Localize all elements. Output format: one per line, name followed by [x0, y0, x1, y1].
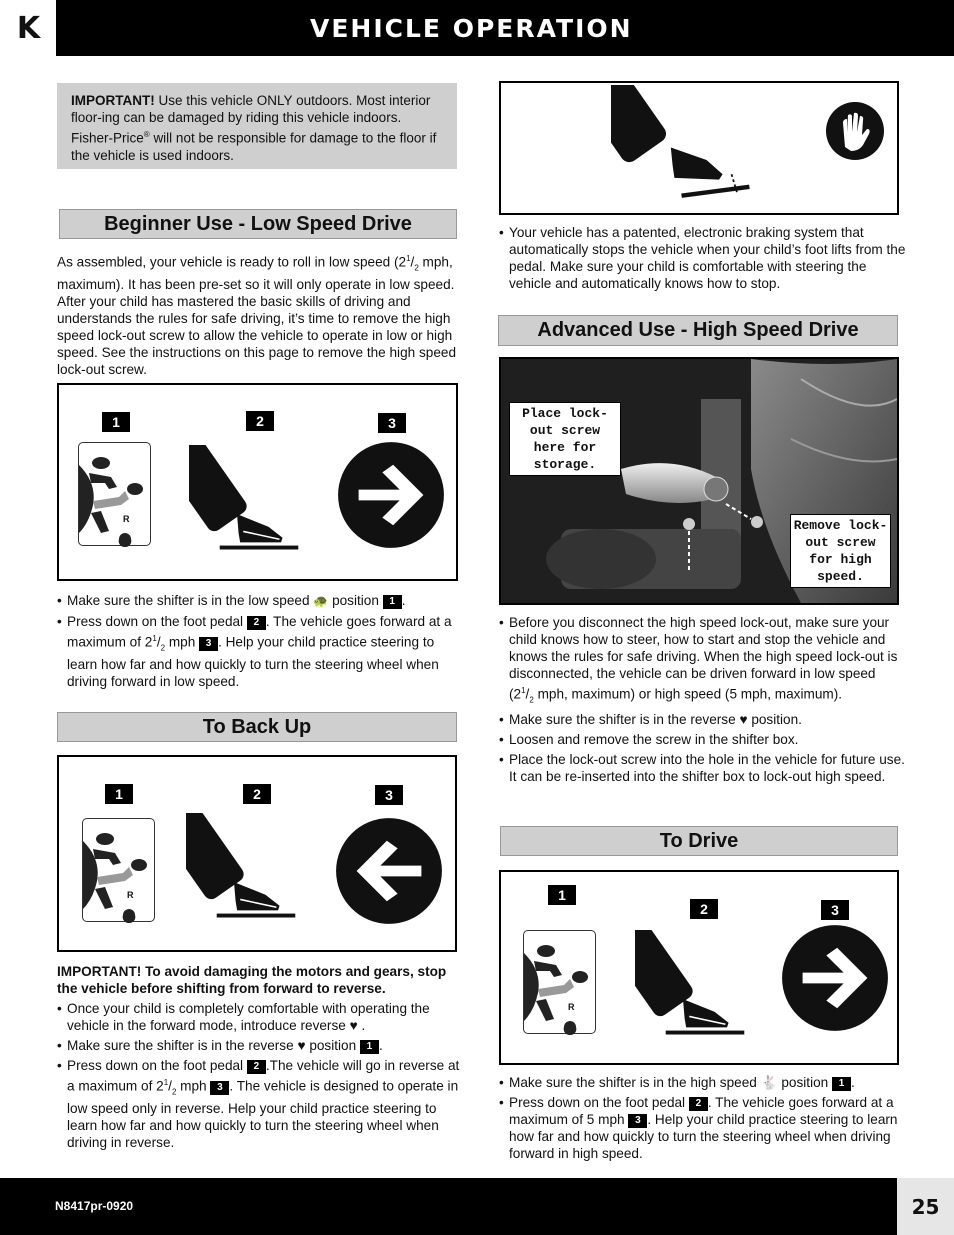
step-number: 2: [690, 899, 718, 919]
fraction-top: 1: [406, 254, 411, 263]
foot-pedal-icon: [189, 445, 329, 555]
forward-arrow-icon: [781, 924, 889, 1032]
shifter-photo: [499, 357, 899, 605]
reverse-icon: ♥: [739, 712, 748, 728]
beginner-illustration: [57, 383, 458, 581]
list-item: • Press down on the foot pedal 2 . The vehicle goes forward at a maximum of 5 mph 3 . Help your child practice steering to learn how far and how quickly to turn the steering wheel when driving forward in high speed.: [499, 1094, 907, 1162]
list-item: • Press down on the foot pedal 2 . The vehicle goes forward at a maximum of $2^1/_2$ mph 3 . Help your child practice steering to learn how far and how quickly to turn the steering wheel when driving forward in low speed.: [57, 613, 467, 690]
reverse-label: R: [123, 514, 130, 524]
backup-instructions: [57, 963, 469, 1154]
important-text-2: will not be responsible for damage to the floor if the vehicle is used indoors.: [71, 130, 437, 163]
foot-pedal-icon: [635, 930, 775, 1040]
rabbit-icon: 🐇: [760, 1075, 778, 1090]
step-number: 1: [548, 885, 576, 905]
list-item: • Make sure the shifter is in the reverse ♥ position.: [499, 711, 907, 728]
advanced-heading: Advanced Use - High Speed Drive: [498, 315, 898, 346]
fraction-bottom: 2: [414, 263, 419, 273]
beginner-heading: Beginner Use - Low Speed Drive: [59, 209, 457, 239]
step-badge: 2: [247, 616, 266, 630]
list-item: • Before you disconnect the high speed lock-out, make sure your child knows how to steer, how to start and stop the vehicle and knows the rules for safe driving. When the high speed lock-out is disconnected, the vehicle can be driven forward in low speed ($2^1/_2$ mph, maximum) or high speed (5 mph, maximum).: [499, 614, 907, 708]
list-item: • Make sure the shifter is in the reverse ♥ position 1 .: [57, 1037, 469, 1054]
step-number: 2: [246, 411, 274, 431]
reverse-label: R: [568, 1002, 575, 1012]
important-notice: [57, 83, 457, 169]
list-item: • Loosen and remove the screw in the shifter box.: [499, 731, 907, 748]
beginner-instructions: [57, 592, 467, 693]
step-badge: 1: [832, 1077, 851, 1091]
document-code: N8417pr-0920: [55, 1199, 134, 1213]
list-item: • Once your child is completely comfortable with operating the vehicle in the forward mode, introduce reverse ♥ .: [57, 1000, 469, 1034]
step-badge: 1: [360, 1040, 379, 1054]
shifter-icon: [78, 442, 151, 546]
step-badge: 1: [383, 595, 402, 609]
turtle-icon: 🐢: [313, 594, 329, 608]
backup-illustration: [57, 755, 457, 952]
foot-pedal-icon: [186, 813, 326, 923]
step-badge: 3: [628, 1114, 647, 1128]
step-number: 1: [105, 784, 133, 804]
step-number: 2: [243, 784, 271, 804]
reverse-arrow-icon: [335, 817, 443, 925]
section-letter: K: [0, 0, 56, 56]
intro-text-2: mph, maximum). It has been pre-set so it will only operate in low speed. After your child has mastered the basic skills of driving and understands the rules for safe driving, it’s time to remove the high speed lock-out screw to allow the vehicle to operate in low or high speed. See the instructions on this page to remove the high speed lock-out screw.: [57, 254, 457, 378]
step-badge: 3: [199, 637, 218, 651]
forward-arrow-icon: [337, 441, 445, 549]
important-text: Use this vehicle ONLY outdoors. Most interior floor-ing can be damaged by riding this vehicle indoors. Fisher-Price: [71, 93, 431, 146]
intro-text: As assembled, your vehicle is ready to roll in low speed (2: [57, 254, 407, 270]
beginner-intro: As assembled, your vehicle is ready to roll in low speed ($2^1/_2$ mph, maximum). It has been pre-set so it will only operate in low speed. After your child has mastered the basic skills of driving and understands the rules for safe driving, it’s time to remove the high speed lock-out screw to allow the vehicle to operate in low or high speed. See the instructions on this page to remove the high speed lock-out screw.: [57, 254, 457, 378]
drive-heading: To Drive: [500, 826, 898, 856]
braking-illustration: [499, 81, 899, 215]
backup-important: IMPORTANT! To avoid damaging the motors and gears, stop the vehicle before shifting from forward to reverse.: [57, 964, 447, 996]
step-badge: 2: [247, 1060, 266, 1074]
advanced-instructions: [499, 614, 907, 788]
shifter-icon: [523, 930, 596, 1034]
drive-illustration: [499, 870, 899, 1065]
registered-mark: ®: [143, 130, 150, 139]
step-number: 3: [821, 900, 849, 920]
list-item: • Press down on the foot pedal 2 .The vehicle will go in reverse at a maximum of $2^1/_2$ mph 3 . The vehicle is designed to operate in low speed only in reverse. Help your child practice steering to learn how far and how quickly to turn the steering wheel when driving in reverse.: [57, 1057, 469, 1151]
footer-bar: [0, 1178, 897, 1235]
list-item: • Your vehicle has a patented, electronic braking system that automatically stops the vehicle when your child’s foot lifts from the pedal. Make sure your child is comfortable with steering the vehicle and automatically knows how to stop.: [499, 224, 907, 292]
backup-heading: To Back Up: [57, 712, 457, 742]
braking-text: [499, 224, 907, 295]
list-item: • Place the lock-out screw into the hole in the vehicle for future use. It can be re-inserted into the shifter box to lock-out high speed.: [499, 751, 907, 785]
lifted-foot-icon: [611, 85, 761, 210]
stop-hand-icon: [825, 101, 885, 161]
list-item: • Make sure the shifter is in the high speed 🐇 position 1 .: [499, 1074, 907, 1091]
step-number: 1: [102, 412, 130, 432]
step-number: 3: [375, 785, 403, 805]
reverse-icon: ♥: [349, 1018, 358, 1033]
page-number: 25: [897, 1178, 954, 1235]
important-label: IMPORTANT!: [71, 93, 155, 108]
remove-screw-callout: Remove lock-out screw for high speed.: [790, 514, 891, 588]
step-badge: 3: [210, 1081, 229, 1095]
reverse-icon: ♥: [297, 1038, 306, 1053]
drive-instructions: [499, 1074, 907, 1165]
list-item: • Make sure the shifter is in the low speed 🐢 position 1 .: [57, 592, 467, 610]
shifter-icon: [82, 818, 155, 922]
storage-callout: Place lock-out screw here for storage.: [509, 402, 621, 476]
step-badge: 2: [689, 1097, 708, 1111]
reverse-label: R: [127, 890, 134, 900]
page-title: VEHICLE OPERATION: [310, 14, 633, 43]
step-number: 3: [378, 413, 406, 433]
